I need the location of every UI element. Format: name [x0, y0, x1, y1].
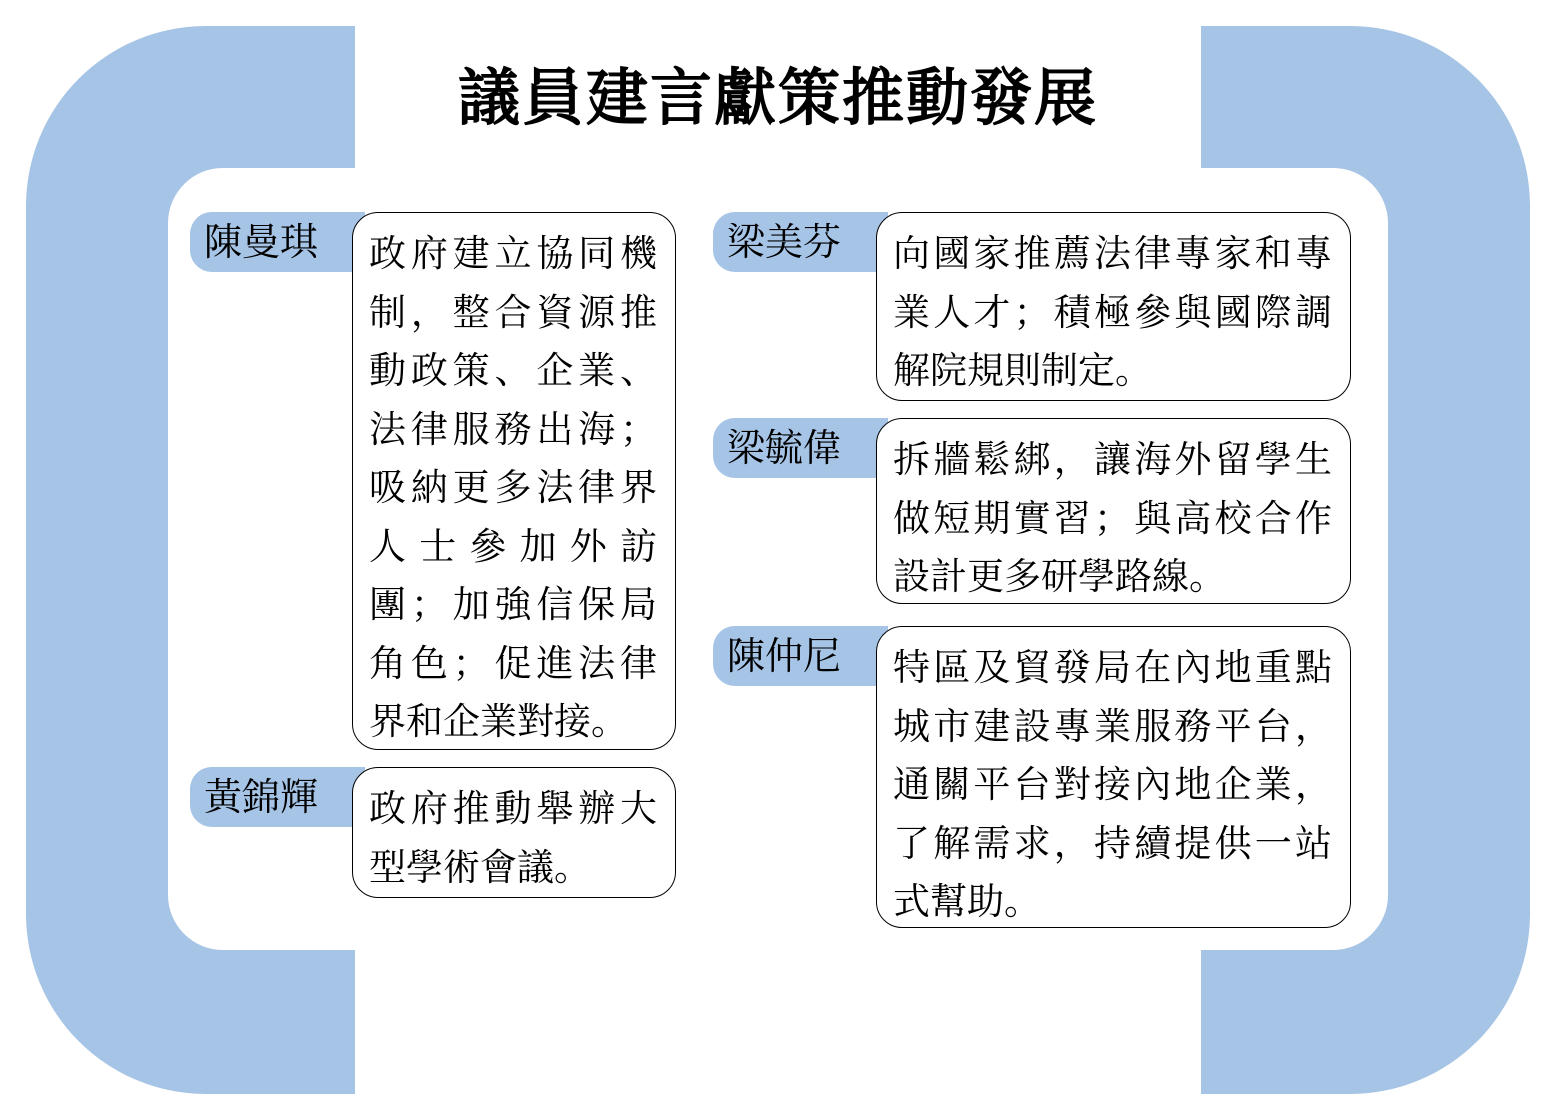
proposal-box-chan-chung-nin: 特區及貿發局在內地重點城市建設專業服務平台，通關平台對接內地企業，了解需求，持續提供一站式幫助。 [876, 626, 1351, 928]
name-tag-chan-man-ki: 陳曼琪 [190, 212, 365, 272]
frame-bottom-opening [355, 950, 1201, 1114]
name-tag-leung-mei-fun: 梁美芬 [713, 212, 888, 272]
name-tag-wong-kam-fai: 黃錦輝 [190, 767, 365, 827]
page-title: 議員建言獻策推動發展 [457, 61, 1098, 134]
proposal-box-chan-man-ki: 政府建立協同機制，整合資源推動政策、企業、法律服務出海；吸納更多法律界人士參加外訪團；加強信保局角色；促進法律界和企業對接。 [352, 212, 676, 750]
proposal-box-leung-mei-fun: 向國家推薦法律專家和專業人才；積極參與國際調解院規則制定。 [876, 212, 1351, 401]
name-tag-leung-yuk-wai: 梁毓偉 [713, 418, 888, 478]
proposal-box-leung-yuk-wai: 拆牆鬆綁，讓海外留學生做短期實習；與高校合作設計更多研學路線。 [876, 418, 1351, 604]
proposal-box-wong-kam-fai: 政府推動舉辦大型學術會議。 [352, 767, 676, 898]
name-tag-chan-chung-nin: 陳仲尼 [713, 626, 888, 686]
